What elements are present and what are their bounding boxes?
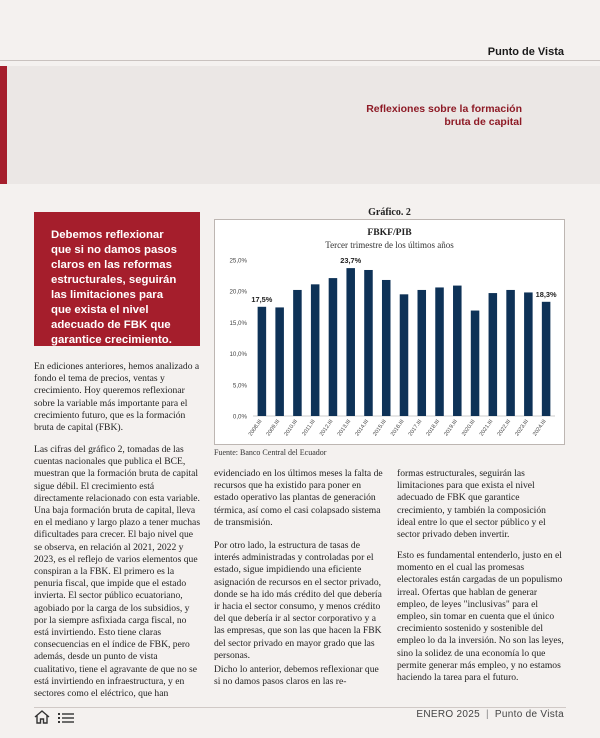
x-tick-label: 2013.III [336, 418, 353, 438]
bar [418, 290, 427, 416]
x-tick-label: 2012.III [318, 418, 335, 438]
accent-bar [0, 66, 7, 184]
x-tick-label: 2018.III [425, 418, 442, 438]
x-tick-label: 2014.III [354, 418, 371, 438]
y-tick-label: 15,0% [229, 319, 247, 327]
bar [346, 268, 355, 416]
bar [293, 290, 302, 416]
bar [542, 302, 551, 416]
x-tick-label: 2020.III [461, 418, 477, 438]
x-tick-label: 2017.III [407, 418, 424, 438]
footer-divider [34, 707, 566, 708]
bar [435, 287, 444, 416]
chart-source: Fuente: Banco Central del Ecuador [214, 448, 327, 457]
paragraph: Dicho lo anterior, debemos reflexionar que si no damos pasos claros en las re- [214, 664, 379, 688]
chart-caption: Gráfico. 2 [368, 207, 411, 218]
paragraph: Las cifras del gráfico 2, tomadas de las cuentas nacionales que publica el BCE, muestran que la formación bruta de capital sigue débil. El crecimiento está directamente relacionado con esta variable. Una baja formación bruta de capital, lleva en el mediano y largo plazo a tener muchas dificultades para crecer. El bajo nivel que se observa, en relación al 2021, 2022 y 2023, es el reflejo de varios elementos que conspiran a la FBK. El primero es la penuria fiscal, que impide que el estado invierta. El sector público ecuatoriano, agobiado por la carga de los subsidios, y por la siempre asfixiada carga fiscal, no está invirtiendo. Esto tiene claras consecuencias en el índice de FBK, pero además, desde un punto de vista cualitativo, tiene el agravante de que no se está invirtiendo en infraestructura, y en sectores como el eléctrico, que han [34, 444, 201, 700]
y-tick-label: 0,0% [232, 413, 247, 421]
issue-date: ENERO 2025 [416, 709, 481, 720]
bar [489, 293, 498, 416]
x-tick-label: 2023.III [514, 418, 530, 438]
bar [311, 284, 320, 416]
footer-nav [34, 710, 74, 729]
menu-list-icon[interactable] [58, 711, 74, 729]
data-label: 18,3% [535, 289, 557, 299]
x-tick-label: 2024.III [532, 418, 548, 438]
bar [506, 290, 515, 416]
header-divider [0, 60, 600, 61]
x-tick-label: 2008.III [247, 418, 264, 438]
pull-quote: Debemos reflexionar que si no damos pasos claros en las reformas estructurales, seguirán las limitaciones para que exista el nivel adecuado de FBK que garantice crecimiento. [34, 212, 200, 346]
bar [453, 286, 462, 416]
paragraph: evidenciado en los últimos meses la falta de recursos que ha existido para poner en estado operativo las plantas de generación térmica, así como el casi colapsado sistema de transmisión. [214, 468, 383, 528]
bar-chart [215, 220, 566, 446]
chart-title: FBKF/PIB [367, 227, 412, 238]
paragraph: Esto es fundamental entenderlo, justo en el momento en el cual las promesas electorales están cargadas de un populismo irreal. Ofertas que hablan de generar empleo, de leyes "inclusivas" para el empleo, sin tomar en cuenta que el único crecimiento sostenido y sostenible del empleo lo da la inversión. No son las leyes, sino la solidez de una economía lo que permite generar más empleo, y no estamos haciendo la tarea para el futuro. [397, 550, 564, 684]
paragraph: Por otro lado, la estructura de tasas de interés administradas y controladas por el estado, sigue impidiendo una eficiente asignación de recursos en el sector privado, donde se ha ido más crédito del que debería ir hacia el sector consumo, y menos crédito del que debería ir al sector corporativo y a las empresas, que son las que hacen la FBK del sector privado en mayor grado que las personas. [214, 540, 382, 661]
bar [275, 307, 284, 416]
paragraph: En ediciones anteriores, hemos analizado a fondo el tema de precios, ventas y crecimiento. Hoy queremos reflexionar sobre la variable más importante para el crecimiento futuro, que es la formación bruta de capital (FBK). [34, 361, 200, 434]
bar [382, 280, 391, 416]
x-tick-label: 2015.III [372, 418, 388, 438]
x-tick-label: 2010.III [283, 418, 300, 438]
bar [471, 311, 480, 416]
footer-section: Punto de Vista [494, 709, 564, 720]
x-tick-label: 2019.III [443, 418, 459, 438]
y-tick-label: 20,0% [229, 288, 247, 296]
data-label: 17,5% [251, 294, 273, 304]
bar [400, 294, 409, 416]
x-tick-label: 2021.III [478, 418, 495, 438]
x-tick-label: 2022.III [496, 418, 513, 438]
bar [329, 278, 338, 416]
x-tick-label: 2009.III [265, 418, 282, 438]
article-title: Reflexiones sobre la formación bruta de capital [366, 103, 522, 128]
section-label: Punto de Vista [487, 46, 564, 58]
bar [258, 307, 267, 416]
x-tick-label: 2016.III [390, 418, 406, 438]
y-tick-label: 25,0% [229, 257, 247, 265]
footer-issue [416, 709, 564, 720]
chart-frame [214, 219, 565, 445]
y-tick-label: 5,0% [232, 382, 247, 390]
y-tick-label: 10,0% [229, 351, 247, 359]
data-label: 23,7% [340, 256, 362, 266]
home-icon[interactable] [34, 710, 50, 729]
paragraph: formas estructurales, seguirán las limitaciones para que exista el nivel adecuado de FBK que garantice crecimiento, y también la composición ideal entre lo que el sector público y el sector privado deben invertir. [397, 468, 546, 541]
bar [364, 270, 373, 416]
bar [524, 292, 533, 416]
footer-separator: | [486, 709, 489, 720]
chart-subtitle: Tercer trimestre de los últimos años [325, 240, 454, 250]
x-tick-label: 2011.III [301, 418, 317, 438]
